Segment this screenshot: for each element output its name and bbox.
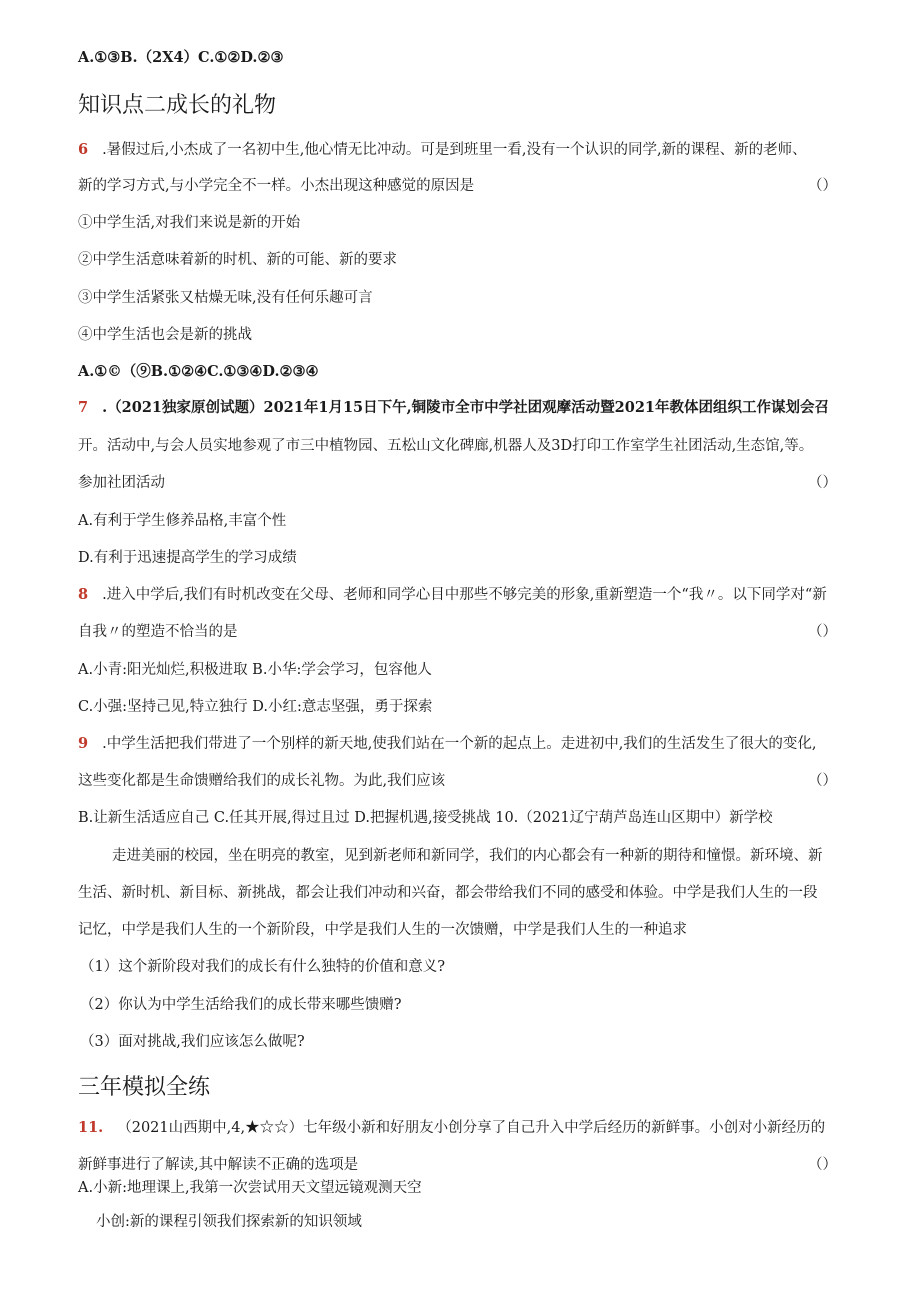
question-10-sub-3: （3）面对挑战,我们应该怎么做呢? [80,1034,305,1050]
question-7-option-d: D.有利于迅速提高学生的学习成绩 [78,550,297,566]
question-10-paragraph-3: 记忆，中学是我们人生的一个新阶段，中学是我们人生的一次馈赠，中学是我们人生的一种追求 [78,922,687,938]
question-6-answer-blank: （） [808,178,837,194]
question-9-options: B.让新生活适应自己 C.任其开展,得过且过 D.把握机遇,接受挑战 10.（2021辽宁葫芦岛连山区期中）新学校 [78,810,773,826]
question-9-line-2: 这些变化都是生命馈赠给我们的成长礼物。为此,我们应该 [78,773,446,789]
question-7-option-a: A.有利于学生修养品格,丰富个性 [78,513,287,529]
question-11-line-2: 新鲜事进行了解读,其中解读不正确的选项是 [78,1157,359,1173]
question-6-line-2: 新的学习方式,与小学完全不一样。小杰出现这种感觉的原因是 [78,178,475,194]
question-11-number: 11. [78,1119,104,1136]
question-8-line-2: 自我〃的塑造不恰当的是 [78,624,238,640]
previous-answer-options: A.①③B.（2X4）C.①②D.②③ [78,49,284,66]
question-7-text-1: .（2021独家原创试题）2021年1月15日下午,铜陵市全市中学社团观摩活动暨2021年教体团组织工作谋划会召 [102,399,830,416]
question-7-line-1 [78,398,829,418]
question-6-statement-4: ④中学生活也会是新的挑战 [78,327,252,343]
question-7-line-2: 开。活动中,与会人员实地参观了市三中植物园、五松山文化碑廊,机器人及3D打印工作室学生社团活动,生态馆,等。 [78,438,814,454]
question-9-number: 9 [78,735,89,752]
question-6-statement-1: ①中学生活,对我们来说是新的开始 [78,215,301,231]
question-6-options: A.①©（⑨B.①②④C.①③④D.②③④ [78,363,319,380]
question-6-statement-3: ③中学生活紧张又枯燥无味,没有任何乐趣可言 [78,290,373,306]
question-11-answer-blank: （） [808,1157,837,1173]
question-9-answer-blank: （） [808,773,837,789]
question-7-number: 7 [78,399,89,416]
question-7-line-3: 参加社团活动 [78,475,165,491]
question-9-line-1 [78,734,817,754]
question-10-paragraph-1: 走进美丽的校园，坐在明亮的教室，见到新老师和新同学，我们的内心都会有一种新的期待和憧憬。新环境、新 [112,848,823,864]
question-8-options-cd: C.小强:坚持己见,特立独行 D.小红:意志坚强，勇于探索 [78,699,433,715]
question-7-answer-blank: （） [808,475,837,491]
question-11-line-1 [78,1118,825,1138]
question-6-text-1: .暑假过后,小杰成了一名初中生,他心情无比冲动。可是到班里一看,没有一个认识的同学,新的课程、新的老师、 [102,142,807,158]
question-6-statement-2: ②中学生活意味着新的时机、新的可能、新的要求 [78,252,397,268]
question-10-sub-2: （2）你认为中学生活给我们的成长带来哪些馈赠? [80,997,402,1013]
question-10-paragraph-2: 生活、新时机、新目标、新挑战，都会让我们冲动和兴奋，都会带给我们不同的感受和体验。中学是我们人生的一段 [78,885,818,901]
question-8-number: 8 [78,586,89,603]
section-heading-growth-gift: 知识点二成长的礼物 [78,93,277,118]
question-8-line-1 [78,585,827,605]
question-10-sub-1: （1）这个新阶段对我们的成长有什么独特的价值和意义? [80,959,445,975]
question-11-option-a-reply: 小创:新的课程引领我们探索新的知识领域 [96,1214,362,1230]
question-6-number: 6 [78,141,89,158]
question-9-text-1: .中学生活把我们带进了一个别样的新天地,使我们站在一个新的起点上。走进初中,我们的生活发生了很大的变化, [102,736,817,752]
question-11-option-a: A.小新:地理课上,我第一次尝试用天文望远镜观测天空 [78,1180,422,1196]
question-6-line-1 [78,140,807,160]
question-8-answer-blank: （） [808,624,837,640]
section-heading-three-year-mock: 三年模拟全练 [78,1075,211,1100]
question-8-text-1: .进入中学后,我们有时机改变在父母、老师和同学心目中那些不够完美的形象,重新塑造一个“我〃。以下同学对“新 [102,587,827,603]
question-11-text-1: （2021山西期中,4,★☆☆）七年级小新和好朋友小创分享了自己升入中学后经历的新鲜事。小创对小新经历的 [117,1120,826,1136]
question-8-options-ab: A.小青:阳光灿烂,积极进取 B.小华:学会学习，包容他人 [78,662,432,678]
